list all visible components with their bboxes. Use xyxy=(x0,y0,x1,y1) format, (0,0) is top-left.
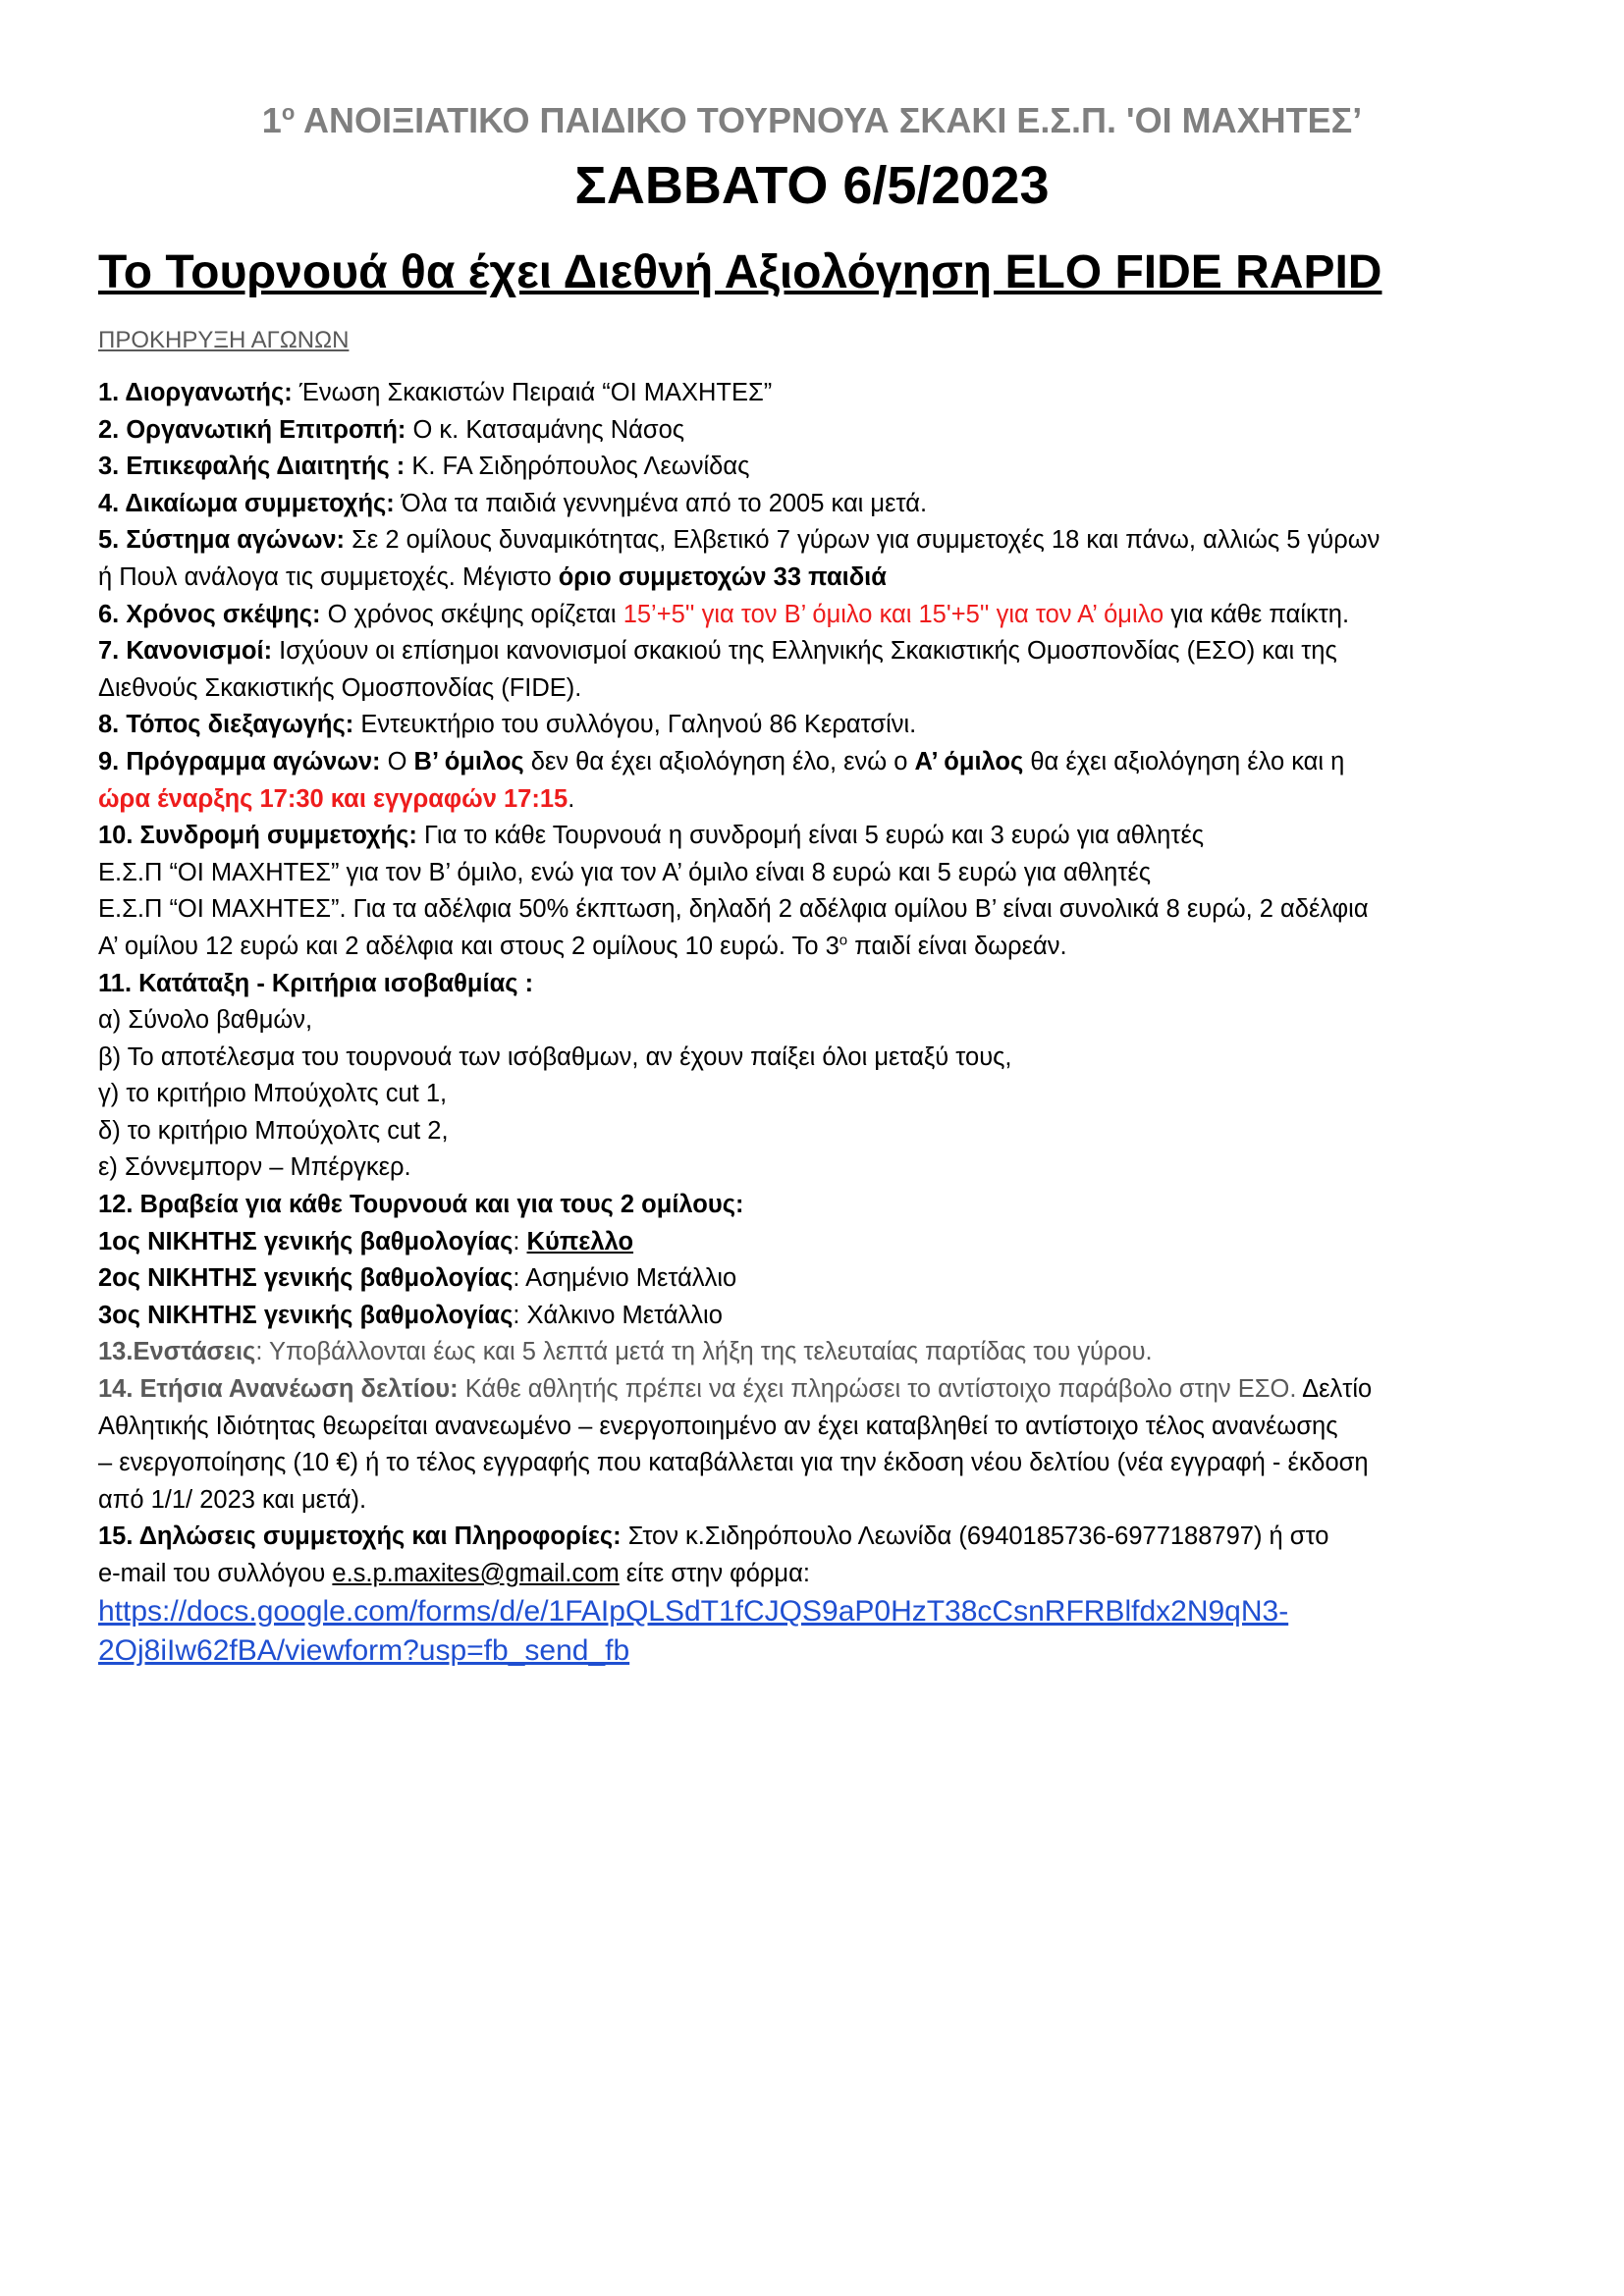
form-url-line1 xyxy=(98,1593,1551,1632)
criterion-d: δ) το κριτήριο Μπούχολτς cut 2, xyxy=(98,1116,449,1145)
item-15-line2: e-mail του συλλόγου e.s.p.maxites@gmail.com είτε στην φόρμα: xyxy=(98,1560,810,1587)
tournament-title xyxy=(0,100,1624,141)
item-7: 7. Κανονισμοί: Ισχύουν οι επίσημοι κανονισμοί σκακιού της Ελληνικής Σκακιστικής Ομοσπονδίας (ΕΣΟ) και της xyxy=(98,637,1337,666)
item-14-line4: από 1/1/ 2023 και μετά). xyxy=(98,1485,367,1514)
item-4: 4. Δικαίωμα συμμετοχής: Όλα τα παιδιά γεννημένα από το 2005 και μετά. xyxy=(98,489,928,517)
item-14-line3: – ενεργοποίησης (10 €) ή το τέλος εγγραφής που καταβάλλεται για την έκδοση νέου δελτίου (νέα εγγραφή - έκδοση xyxy=(98,1449,1369,1477)
criterion-c: γ) το κριτήριο Μπούχολτς cut 1, xyxy=(98,1080,448,1108)
prize-3: 3ος ΝΙΚΗΤΗΣ γενικής βαθμολογίας: Χάλκινο Μετάλλιο xyxy=(98,1301,723,1329)
item-7-cont: Διεθνούς Σκακιστικής Ομοσπονδίας (FIDE). xyxy=(98,673,582,702)
item-2: 2. Οργανωτική Επιτροπή: Ο κ. Κατσαμάνης Νάσος xyxy=(98,415,685,444)
item-14: 14. Ετήσια Ανανέωση δελτίου: Κάθε αθλητής πρέπει να έχει πληρώσει το αντίστοιχο παράβολο στην ΕΣΟ. Δελτίο xyxy=(98,1375,1373,1404)
tournament-date: ΣΑΒΒΑΤΟ 6/5/2023 xyxy=(574,156,1050,215)
item-14-line2: Αθλητικής Ιδιότητας θεωρείται ανανεωμένο – ενεργοποιημένο αν έχει καταβληθεί το αντίστοιχο τέλος ανανέωσης xyxy=(98,1412,1338,1440)
item-8: 8. Τόπος διεξαγωγής: Εντευκτήριο του συλλόγου, Γαληνού 86 Κερατσίνι. xyxy=(98,711,917,739)
email-link[interactable]: e.s.p.maxites@gmail.com xyxy=(332,1560,620,1587)
item-15: 15. Δηλώσεις συμμετοχής και Πληροφορίες: Στον κ.Σιδηρόπουλο Λεωνίδα (6940185736-6977188797) ή στο xyxy=(98,1522,1329,1551)
criterion-b: β) Το αποτέλεσμα του τουρνουά των ισόβαθμων, αν έχουν παίξει όλοι μεταξύ τους, xyxy=(98,1042,1012,1071)
title-text: ΑΝΟΙΞΙΑΤΙΚΟ ΠΑΙΔΙΚΟ ΤΟΥΡΝΟΥΑ ΣΚΑΚΙ Ε.Σ.Π. 'ΟΙ ΜΑΧΗΤΕΣ’ xyxy=(295,100,1363,140)
section-heading: ΠΡΟΚΗΡΥΞΗ ΑΓΩΝΩΝ xyxy=(98,327,350,353)
item-6: 6. Χρόνος σκέψης: Ο χρόνος σκέψης ορίζεται 15’+5'' για τον Β’ όμιλο και 15'+5'' για τον Α’ όμιλο για κάθε παίκτη. xyxy=(98,600,1350,628)
criterion-e: ε) Σόννεμπορν – Μπέργκερ. xyxy=(98,1153,411,1182)
form-link-part2[interactable]: 2Oj8iIw62fBA/viewform?usp=fb_send_fb xyxy=(98,1633,630,1667)
form-url-line2 xyxy=(98,1632,1551,1672)
item-12: 12. Βραβεία για κάθε Τουρνουά και για τους 2 ομίλους: xyxy=(98,1191,744,1219)
criterion-a: α) Σύνολο βαθμών, xyxy=(98,1006,313,1035)
item-10-line2: Ε.Σ.Π “ΟΙ ΜΑΧΗΤΕΣ” για τον Β’ όμιλο, ενώ για τον Α’ όμιλο είναι 8 ευρώ και 5 ευρώ για αθλητές xyxy=(98,858,1152,886)
item-10-line3: Ε.Σ.Π “ΟΙ ΜΑΧΗΤΕΣ”. Για τα αδέλφια 50% έκπτωση, δηλαδή 2 αδέλφια ομίλου Β’ είναι συνολικά 8 ευρώ, 2 αδέλφια xyxy=(98,895,1369,924)
item-1: 1. Διοργανωτής: Ένωση Σκακιστών Πειραιά “ΟΙ ΜΑΧΗΤΕΣ” xyxy=(98,379,773,406)
form-link-part1[interactable]: https://docs.google.com/forms/d/e/1FAIpQLSdT1fCJQS9aP0HzT38cCsnRFRBlfdx2N9qN3- xyxy=(98,1594,1289,1628)
document-body xyxy=(98,375,1551,1672)
prize-1: 1ος ΝΙΚΗΤΗΣ γενικής βαθμολογίας: Κύπελλο xyxy=(98,1227,634,1255)
headline: Το Τουρνουά θα έχει Διεθνή Αξιολόγηση ELO FIDE RAPID xyxy=(98,246,1382,298)
item-10-line4: Α’ ομίλου 12 ευρώ και 2 αδέλφια και στους 2 ομίλους 10 ευρώ. Το $3^o$ παιδί είναι δωρεάν. xyxy=(98,932,1067,960)
title-ordinal: ο xyxy=(281,100,296,125)
item-3: 3. Επικεφαλής Διαιτητής : Κ. FA Σιδηρόπουλος Λεωνίδας xyxy=(98,453,750,481)
item-9: 9. Πρόγραμμα αγώνων: Ο Β’ όμιλος δεν θα έχει αξιολόγηση έλο, ενώ ο Α’ όμιλος θα έχει αξιολόγηση έλο και η xyxy=(98,747,1345,775)
item-5-cont: ή Πουλ ανάλογα τις συμμετοχές. Μέγιστο όριο συμμετοχών 33 παιδιά xyxy=(98,562,887,591)
item-11: 11. Κατάταξη - Κριτήρια ισοβαθμίας : xyxy=(98,969,534,997)
item-5: 5. Σύστημα αγώνων: Σε 2 ομίλους δυναμικότητας, Ελβετικό 7 γύρων για συμμετοχές 18 και πάνω, αλλιώς 5 γύρων xyxy=(98,526,1380,555)
item-13: 13.Ενστάσεις: Υποβάλλονται έως και 5 λεπτά μετά τη λήξη της τελευταίας παρτίδας του γύρου. xyxy=(98,1338,1153,1366)
title-number: 1 xyxy=(261,100,282,140)
item-10: 10. Συνδρομή συμμετοχής: Για το κάθε Τουρνουά η συνδρομή είναι 5 ευρώ και 3 ευρώ για αθλητές xyxy=(98,822,1205,850)
item-9-cont: ώρα έναρξης 17:30 και εγγραφών 17:15. xyxy=(98,784,575,813)
prize-2: 2ος ΝΙΚΗΤΗΣ γενικής βαθμολογίας: Ασημένιο Μετάλλιο xyxy=(98,1264,737,1293)
